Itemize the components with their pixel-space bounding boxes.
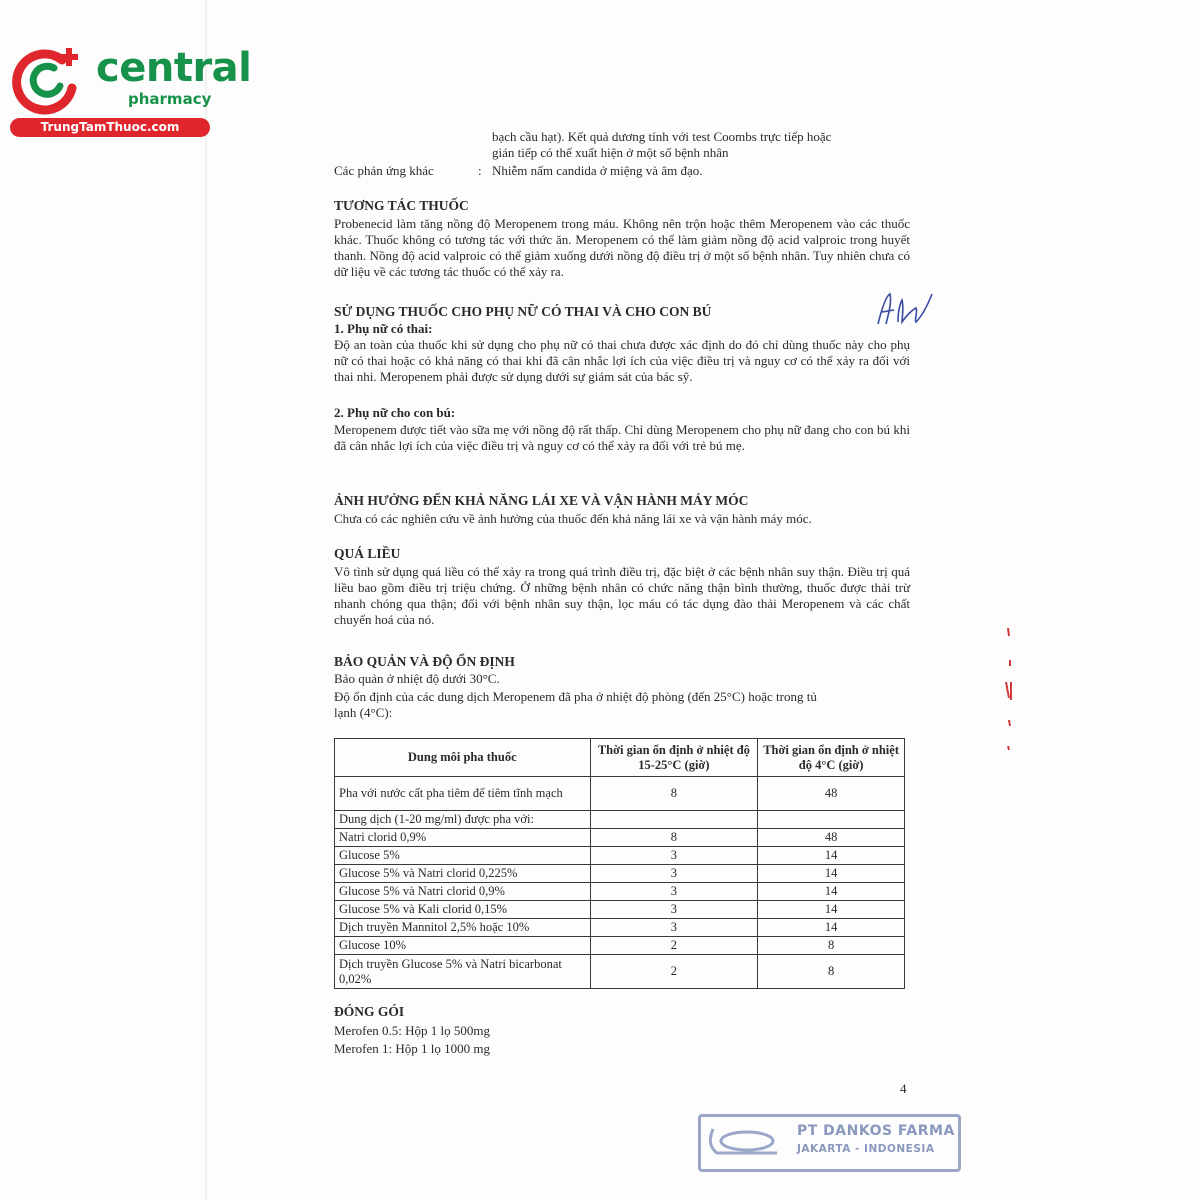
other-reactions-value: Nhiễm nấm candida ở miệng và âm đạo.	[492, 163, 703, 178]
table-row	[335, 847, 905, 865]
table-cell: Dịch truyền Glucose 5% và Natri bicarbonat 0,02%	[335, 955, 591, 989]
table-cell: 14	[758, 847, 905, 865]
table-cell: 8	[758, 937, 905, 955]
table-cell: 14	[758, 919, 905, 937]
table-cell: Natri clorid 0,9%	[335, 829, 591, 847]
packaging-heading: ĐÓNG GÓI	[334, 1004, 405, 1019]
table-header-cell: Dung môi pha thuốc	[335, 739, 591, 777]
table-cell: 3	[590, 901, 758, 919]
table-cell: Dung dịch (1-20 mg/ml) được pha với:	[335, 811, 591, 829]
storage-heading: BẢO QUẢN VÀ ĐỘ ỔN ĐỊNH	[334, 654, 515, 669]
table-row	[335, 811, 905, 829]
table-cell: 2	[590, 937, 758, 955]
table-row	[335, 865, 905, 883]
pregnancy-subheading-2: 2. Phụ nữ cho con bú:	[334, 405, 456, 420]
table-cell: 8	[590, 829, 758, 847]
table-row	[335, 955, 905, 989]
pregnancy-text-1: Độ an toàn của thuốc khi sử dụng cho phụ nữ có thai chưa được xác định do đó chỉ dùng thuốc này cho phụ nữ có thai hoặc có khả năng có thai khi đã cân nhắc lợi ích của việc điều trị và nguy cơ có thể xảy ra đối với thai nhi. Meropenem phải được sử dụng dưới sự giám sát của bác sỹ.	[334, 337, 910, 384]
other-reactions-label: Các phản ứng khác	[334, 163, 434, 178]
side-effects-line-1: bạch cầu hạt). Kết quả dương tính với test Coombs trực tiếp hoặc	[492, 129, 832, 144]
pregnancy-heading: SỬ DỤNG THUỐC CHO PHỤ NỮ CÓ THAI VÀ CHO CON BÚ	[334, 304, 712, 319]
driving-text: Chưa có các nghiên cứu về ảnh hưởng của thuốc đến khả năng lái xe và vận hành máy móc.	[334, 511, 812, 526]
logo-sub-text: pharmacy	[128, 90, 212, 108]
table-row	[335, 829, 905, 847]
table-cell: Glucose 5% và Natri clorid 0,225%	[335, 865, 591, 883]
table-row	[335, 937, 905, 955]
other-reactions-separator: :	[478, 163, 482, 178]
table-row	[335, 777, 905, 811]
logo-brand-text: central	[96, 45, 252, 91]
stamp-line-2: JAKARTA - INDONESIA	[797, 1143, 935, 1155]
table-cell: Pha với nước cất pha tiêm để tiêm tĩnh mạch	[335, 777, 591, 811]
interactions-text: Probenecid làm tăng nồng độ Meropenem trong máu. Không nên trộn hoặc thêm Meropenem vào các thuốc khác. Thuốc không có tương tác với thức ăn. Meropenem có thể làm giảm nồng độ acid valproic trong huyết thanh. Nồng độ acid valproic có thể giảm xuống dưới nồng độ điều trị ở một số bệnh nhân. Tuy nhiên chưa có dữ liệu về các tương tác thuốc có thể xảy ra.	[334, 216, 910, 279]
table-row	[335, 883, 905, 901]
stamp-logo-icon	[707, 1125, 785, 1157]
table-cell	[758, 811, 905, 829]
driving-heading: ẢNH HƯỞNG ĐẾN KHẢ NĂNG LÁI XE VÀ VẬN HÀNH MÁY MÓC	[334, 493, 749, 508]
overdose-text: Vô tình sử dụng quá liều có thể xảy ra trong quá trình điều trị, đặc biệt ở các bệnh nhân suy thận. Điều trị quá liều bao gồm điều trị triệu chứng. Ở những bệnh nhân có chức năng thận bình thường, thuốc được thải trừ nhanh chóng qua thận; đối với bệnh nhân suy thận, lọc máu có tác dụng đào thải Meropenem và các chất chuyển hoá của nó.	[334, 564, 910, 627]
logo-site-link[interactable]: TrungTamThuoc.com	[10, 118, 210, 137]
storage-line-1: Bảo quản ở nhiệt độ dưới 30°C.	[334, 671, 500, 686]
table-cell: 14	[758, 865, 905, 883]
scan-edge	[205, 0, 207, 1200]
page-number: 4	[900, 1081, 907, 1096]
interactions-heading: TƯƠNG TÁC THUỐC	[334, 198, 469, 213]
table-cell: Glucose 5%	[335, 847, 591, 865]
table-cell: 3	[590, 865, 758, 883]
table-cell: Glucose 10%	[335, 937, 591, 955]
side-effects-line-2: gián tiếp có thể xuất hiện ở một số bệnh nhân	[492, 145, 729, 160]
storage-line-3: lạnh (4°C):	[334, 705, 393, 720]
central-pharmacy-logo[interactable]	[10, 38, 252, 138]
packaging-line-1: Merofen 0.5: Hộp 1 lọ 500mg	[334, 1023, 490, 1038]
table-cell: 2	[590, 955, 758, 989]
table-cell	[590, 811, 758, 829]
table-cell: 8	[758, 955, 905, 989]
table-cell: Dịch truyền Mannitol 2,5% hoặc 10%	[335, 919, 591, 937]
table-cell: 14	[758, 901, 905, 919]
table-row	[335, 901, 905, 919]
storage-line-2: Độ ổn định của các dung dịch Meropenem đã pha ở nhiệt độ phòng (đến 25°C) hoặc trong tủ	[334, 689, 817, 704]
table-cell: 48	[758, 777, 905, 811]
table-header-row	[335, 739, 905, 777]
table-header-cell: Thời gian ổn định ở nhiệt độ 15-25°C (giờ)	[590, 739, 758, 777]
table-cell: 3	[590, 919, 758, 937]
pregnancy-subheading-1: 1. Phụ nữ có thai:	[334, 321, 433, 336]
table-cell: Glucose 5% và Natri clorid 0,9%	[335, 883, 591, 901]
stability-table	[334, 738, 905, 989]
table-cell: 48	[758, 829, 905, 847]
table-cell: Glucose 5% và Kali clorid 0,15%	[335, 901, 591, 919]
scan-edge-marks	[1000, 620, 1020, 760]
overdose-heading: QUÁ LIỀU	[334, 546, 401, 561]
stamp-line-1: PT DANKOS FARMA	[797, 1123, 955, 1139]
logo-mark-icon	[10, 38, 90, 118]
table-cell: 3	[590, 883, 758, 901]
packaging-line-2: Merofen 1: Hộp 1 lọ 1000 mg	[334, 1041, 490, 1056]
signature	[872, 286, 934, 330]
table-cell: 3	[590, 847, 758, 865]
table-row	[335, 919, 905, 937]
company-stamp	[698, 1114, 961, 1172]
table-header-cell: Thời gian ổn định ở nhiệt độ 4°C (giờ)	[758, 739, 905, 777]
pregnancy-text-2: Meropenem được tiết vào sữa mẹ với nồng độ rất thấp. Chỉ dùng Meropenem cho phụ nữ đang cho con bú khi đã cân nhắc lợi ích của việc điều trị và nguy cơ có thể xảy ra đối với trẻ bú mẹ.	[334, 422, 910, 453]
table-cell: 14	[758, 883, 905, 901]
table-cell: 8	[590, 777, 758, 811]
